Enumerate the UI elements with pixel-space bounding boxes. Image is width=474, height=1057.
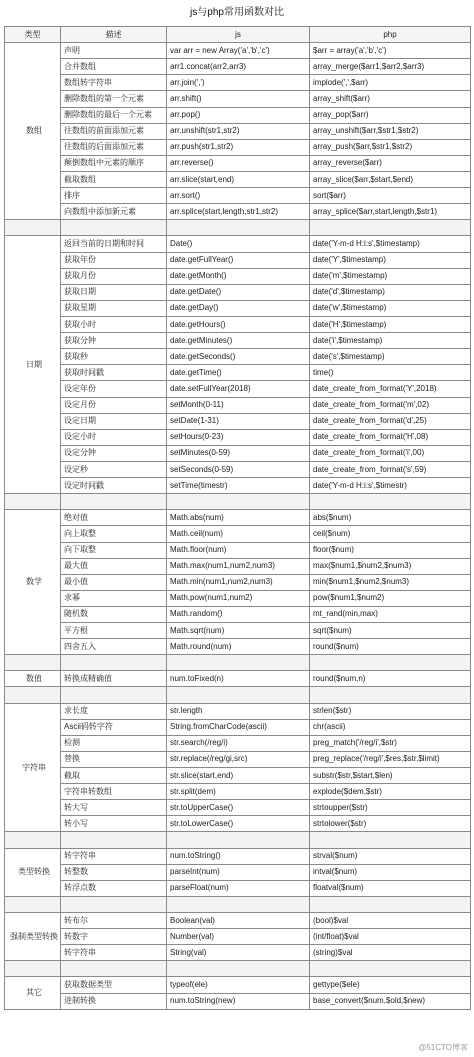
separator-cell: [167, 494, 310, 510]
group-separator-row: [5, 687, 471, 703]
table-row: [5, 445, 471, 461]
php-cell: pow($num1,$num2): [310, 590, 471, 606]
php-cell: ceil($num): [310, 526, 471, 542]
table-row: [5, 574, 471, 590]
group-separator-row: [5, 494, 471, 510]
php-cell: round($num,n): [310, 671, 471, 687]
description-cell: 获取年份: [61, 252, 167, 268]
php-cell: sqrt($num): [310, 623, 471, 639]
php-cell: substr($str,$start,$len): [310, 768, 471, 784]
php-cell: max($num1,$num2,$num3): [310, 558, 471, 574]
table-row: [5, 333, 471, 349]
table-row: [5, 43, 471, 59]
description-cell: 删除数组的第一个元素: [61, 91, 167, 107]
js-cell: str.length: [167, 703, 310, 719]
js-cell: date.getMonth(): [167, 268, 310, 284]
description-cell: 转整数: [61, 864, 167, 880]
js-cell: String.fromCharCode(ascii): [167, 719, 310, 735]
group-separator-row: [5, 832, 471, 848]
js-cell: arr.push(str1,str2): [167, 139, 310, 155]
php-cell: (string)$val: [310, 945, 471, 961]
js-cell: Math.max(num1,num2,num3): [167, 558, 310, 574]
separator-cell: [167, 687, 310, 703]
description-cell: 获取数据类型: [61, 977, 167, 993]
table-row: [5, 590, 471, 606]
description-cell: 转字符串: [61, 945, 167, 961]
separator-cell: [5, 494, 61, 510]
table-row: [5, 284, 471, 300]
php-cell: floatval($num): [310, 880, 471, 896]
separator-cell: [5, 961, 61, 977]
separator-cell: [5, 687, 61, 703]
category-cell: 数学: [5, 510, 61, 655]
table-row: [5, 606, 471, 622]
description-cell: 字符串转数组: [61, 784, 167, 800]
description-cell: 获取日期: [61, 284, 167, 300]
category-cell: 数组: [5, 43, 61, 220]
separator-cell: [5, 220, 61, 236]
table-row: [5, 945, 471, 961]
header-php: php: [310, 27, 471, 43]
table-row: [5, 864, 471, 880]
description-cell: 向上取整: [61, 526, 167, 542]
category-cell: 字符串: [5, 703, 61, 832]
table-row: [5, 929, 471, 945]
table-row: [5, 155, 471, 171]
table-row: [5, 300, 471, 316]
php-cell: date('Y',$timestamp): [310, 252, 471, 268]
php-cell: abs($num): [310, 510, 471, 526]
description-cell: 进制转换: [61, 993, 167, 1009]
separator-cell: [5, 896, 61, 912]
php-cell: date('Y-m-d H:i:s',$timestamp): [310, 236, 471, 252]
table-row: [5, 751, 471, 767]
php-cell: intval($num): [310, 864, 471, 880]
table-row: [5, 252, 471, 268]
js-cell: arr.join(','): [167, 75, 310, 91]
js-cell: var arr = new Array('a','b','c'): [167, 43, 310, 59]
js-cell: str.split(dem): [167, 784, 310, 800]
js-cell: setMonth(0-11): [167, 397, 310, 413]
table-row: [5, 993, 471, 1009]
js-cell: typeof(ele): [167, 977, 310, 993]
table-row: [5, 75, 471, 91]
php-cell: (int/float)$val: [310, 929, 471, 945]
description-cell: 向下取整: [61, 542, 167, 558]
js-cell: date.getTime(): [167, 365, 310, 381]
table-row: [5, 316, 471, 332]
table-row: [5, 349, 471, 365]
js-cell: Math.pow(num1,num2): [167, 590, 310, 606]
php-cell: array_unshift($arr,$str1,$str2): [310, 123, 471, 139]
php-cell: array_splice($arr,start,length,$str1): [310, 204, 471, 220]
php-cell: strlen($str): [310, 703, 471, 719]
category-cell: 类型转换: [5, 848, 61, 896]
php-cell: date_create_from_format('i',00): [310, 445, 471, 461]
watermark: @51CTO博客: [418, 1043, 468, 1052]
js-cell: str.slice(start,end): [167, 768, 310, 784]
php-cell: date('i',$timestamp): [310, 333, 471, 349]
js-cell: setSeconds(0-59): [167, 461, 310, 477]
js-cell: Math.abs(num): [167, 510, 310, 526]
table-row: [5, 107, 471, 123]
separator-cell: [61, 655, 167, 671]
description-cell: 转浮点数: [61, 880, 167, 896]
php-cell: gettype($ele): [310, 977, 471, 993]
table-row: [5, 204, 471, 220]
js-cell: parseInt(num): [167, 864, 310, 880]
description-cell: 颠倒数组中元素的顺序: [61, 155, 167, 171]
description-cell: 转字符串: [61, 848, 167, 864]
description-cell: 获取月份: [61, 268, 167, 284]
table-row: [5, 913, 471, 929]
description-cell: 删除数组的最后一个元素: [61, 107, 167, 123]
js-cell: date.setFullYear(2018): [167, 381, 310, 397]
description-cell: 获取小时: [61, 316, 167, 332]
php-cell: min($num1,$num2,$num3): [310, 574, 471, 590]
js-cell: setDate(1-31): [167, 413, 310, 429]
php-cell: round($num): [310, 639, 471, 655]
php-cell: strval($num): [310, 848, 471, 864]
table-row: [5, 461, 471, 477]
description-cell: 设定小时: [61, 429, 167, 445]
js-cell: Math.sqrt(num): [167, 623, 310, 639]
js-cell: Math.random(): [167, 606, 310, 622]
js-cell: arr.pop(): [167, 107, 310, 123]
php-cell: date_create_from_format('m',02): [310, 397, 471, 413]
table-row: [5, 413, 471, 429]
php-cell: preg_replace('/reg/i',$res,$str,$limit): [310, 751, 471, 767]
separator-cell: [310, 220, 471, 236]
php-cell: base_convert($num,$old,$new): [310, 993, 471, 1009]
table-row: [5, 510, 471, 526]
separator-cell: [310, 655, 471, 671]
description-cell: 设定年份: [61, 381, 167, 397]
js-cell: setTime(timestr): [167, 478, 310, 494]
php-cell: date('d',$timestamp): [310, 284, 471, 300]
description-cell: 设定日期: [61, 413, 167, 429]
js-cell: parseFloat(num): [167, 880, 310, 896]
description-cell: 截取: [61, 768, 167, 784]
js-cell: arr.unshift(str1,str2): [167, 123, 310, 139]
separator-cell: [5, 832, 61, 848]
table-row: [5, 478, 471, 494]
description-cell: 转数字: [61, 929, 167, 945]
table-row: [5, 542, 471, 558]
js-cell: Date(): [167, 236, 310, 252]
php-cell: $arr = array('a','b','c'): [310, 43, 471, 59]
separator-cell: [167, 220, 310, 236]
js-cell: arr.splice(start,length,str1,str2): [167, 204, 310, 220]
js-cell: date.getFullYear(): [167, 252, 310, 268]
php-cell: date('w',$timestamp): [310, 300, 471, 316]
description-cell: Ascii码转字符: [61, 719, 167, 735]
group-separator-row: [5, 220, 471, 236]
php-cell: implode(',',$arr): [310, 75, 471, 91]
description-cell: 获取分钟: [61, 333, 167, 349]
table-row: [5, 639, 471, 655]
description-cell: 设定秒: [61, 461, 167, 477]
php-cell: date('Y-m-d H:i:s',$timestr): [310, 478, 471, 494]
js-cell: arr.slice(start,end): [167, 171, 310, 187]
description-cell: 排序: [61, 188, 167, 204]
js-cell: arr1.concat(arr2,arr3): [167, 59, 310, 75]
php-cell: date_create_from_format('Y',2018): [310, 381, 471, 397]
php-cell: array_reverse($arr): [310, 155, 471, 171]
separator-cell: [61, 687, 167, 703]
separator-cell: [310, 896, 471, 912]
description-cell: 求幂: [61, 590, 167, 606]
php-cell: date_create_from_format('s',59): [310, 461, 471, 477]
php-cell: strtoupper($str): [310, 800, 471, 816]
description-cell: 转小写: [61, 816, 167, 832]
table-row: [5, 784, 471, 800]
table-row: [5, 91, 471, 107]
js-cell: arr.sort(): [167, 188, 310, 204]
category-cell: 日期: [5, 236, 61, 494]
js-cell: date.getDate(): [167, 284, 310, 300]
description-cell: 随机数: [61, 606, 167, 622]
page-title: js与php常用函数对比: [190, 7, 284, 18]
separator-cell: [61, 961, 167, 977]
js-cell: num.toFixed(n): [167, 671, 310, 687]
separator-cell: [5, 655, 61, 671]
php-cell: array_pop($arr): [310, 107, 471, 123]
description-cell: 返回当前的日期和时间: [61, 236, 167, 252]
description-cell: 声明: [61, 43, 167, 59]
separator-cell: [310, 687, 471, 703]
separator-cell: [167, 961, 310, 977]
description-cell: 截取数组: [61, 171, 167, 187]
php-cell: (bool)$val: [310, 913, 471, 929]
separator-cell: [167, 655, 310, 671]
description-cell: 设定时间戳: [61, 478, 167, 494]
php-cell: sort($arr): [310, 188, 471, 204]
table-row: [5, 365, 471, 381]
js-cell: str.search(/reg/i): [167, 735, 310, 751]
php-cell: array_push($arr,$str1,$str2): [310, 139, 471, 155]
table-row: [5, 236, 471, 252]
table-row: [5, 526, 471, 542]
js-cell: Math.floor(num): [167, 542, 310, 558]
php-cell: date('m',$timestamp): [310, 268, 471, 284]
description-cell: 平方根: [61, 623, 167, 639]
separator-cell: [61, 220, 167, 236]
table-row: [5, 816, 471, 832]
description-cell: 最小值: [61, 574, 167, 590]
separator-cell: [310, 961, 471, 977]
js-cell: Math.ceil(num): [167, 526, 310, 542]
separator-cell: [61, 832, 167, 848]
category-cell: 强制类型转换: [5, 913, 61, 961]
php-cell: strtolower($str): [310, 816, 471, 832]
group-separator-row: [5, 655, 471, 671]
table-row: [5, 558, 471, 574]
js-cell: str.replace(/reg/gi,src): [167, 751, 310, 767]
js-cell: num.toString(new): [167, 993, 310, 1009]
js-cell: setHours(0-23): [167, 429, 310, 445]
separator-cell: [61, 494, 167, 510]
header-desc: 描述: [61, 27, 167, 43]
js-cell: date.getMinutes(): [167, 333, 310, 349]
description-cell: 向数组中添加新元素: [61, 204, 167, 220]
description-cell: 绝对值: [61, 510, 167, 526]
table-row: [5, 703, 471, 719]
description-cell: 获取秒: [61, 349, 167, 365]
js-cell: Number(val): [167, 929, 310, 945]
group-separator-row: [5, 896, 471, 912]
separator-cell: [167, 896, 310, 912]
js-cell: num.toString(): [167, 848, 310, 864]
table-row: [5, 623, 471, 639]
js-cell: Math.min(num1,num2,num3): [167, 574, 310, 590]
table-row: [5, 800, 471, 816]
php-cell: date('H',$timestamp): [310, 316, 471, 332]
description-cell: 获取星期: [61, 300, 167, 316]
category-cell: 其它: [5, 977, 61, 1009]
separator-cell: [310, 494, 471, 510]
table-row: [5, 719, 471, 735]
separator-cell: [167, 832, 310, 848]
header-type: 类型: [5, 27, 61, 43]
description-cell: 转换成精确值: [61, 671, 167, 687]
php-cell: date('s',$timestamp): [310, 349, 471, 365]
category-cell: 数值: [5, 671, 61, 687]
description-cell: 数组转字符串: [61, 75, 167, 91]
js-cell: arr.shift(): [167, 91, 310, 107]
description-cell: 求长度: [61, 703, 167, 719]
js-cell: setMinutes(0-59): [167, 445, 310, 461]
js-cell: date.getSeconds(): [167, 349, 310, 365]
php-cell: date_create_from_format('H',08): [310, 429, 471, 445]
description-cell: 检测: [61, 735, 167, 751]
table-row: [5, 735, 471, 751]
table-row: [5, 977, 471, 993]
table-row: [5, 139, 471, 155]
table-row: [5, 171, 471, 187]
description-cell: 转布尔: [61, 913, 167, 929]
description-cell: 转大写: [61, 800, 167, 816]
description-cell: 替换: [61, 751, 167, 767]
header-js: js: [167, 27, 310, 43]
description-cell: 四舍五入: [61, 639, 167, 655]
header-row: [5, 27, 471, 43]
table-row: [5, 397, 471, 413]
table-row: [5, 59, 471, 75]
js-cell: date.getDay(): [167, 300, 310, 316]
js-cell: arr.reverse(): [167, 155, 310, 171]
js-cell: Boolean(val): [167, 913, 310, 929]
description-cell: 往数组的后面添加元素: [61, 139, 167, 155]
php-cell: mt_rand(min,max): [310, 606, 471, 622]
php-cell: time(): [310, 365, 471, 381]
js-cell: date.getHours(): [167, 316, 310, 332]
description-cell: 设定分钟: [61, 445, 167, 461]
php-cell: chr(ascii): [310, 719, 471, 735]
description-cell: 最大值: [61, 558, 167, 574]
php-cell: array_merge($arr1,$arr2,$arr3): [310, 59, 471, 75]
php-cell: date_create_from_format('d',25): [310, 413, 471, 429]
table-row: [5, 880, 471, 896]
separator-cell: [310, 832, 471, 848]
js-cell: Math.round(num): [167, 639, 310, 655]
table-row: [5, 848, 471, 864]
separator-cell: [61, 896, 167, 912]
table-row: [5, 123, 471, 139]
table-row: [5, 268, 471, 284]
description-cell: 设定月份: [61, 397, 167, 413]
js-cell: str.toUpperCase(): [167, 800, 310, 816]
js-cell: str.toLowerCase(): [167, 816, 310, 832]
php-cell: floor($num): [310, 542, 471, 558]
php-cell: array_slice($arr,$start,$end): [310, 171, 471, 187]
table-row: [5, 429, 471, 445]
table-row: [5, 671, 471, 687]
table-row: [5, 381, 471, 397]
js-cell: String(val): [167, 945, 310, 961]
description-cell: 往数组的前面添加元素: [61, 123, 167, 139]
group-separator-row: [5, 961, 471, 977]
php-cell: array_shift($arr): [310, 91, 471, 107]
table-row: [5, 768, 471, 784]
table-row: [5, 188, 471, 204]
description-cell: 获取时间戳: [61, 365, 167, 381]
php-cell: preg_match('/reg/i',$str): [310, 735, 471, 751]
comparison-table: [4, 26, 471, 1010]
php-cell: explode($dem,$str): [310, 784, 471, 800]
description-cell: 合并数组: [61, 59, 167, 75]
